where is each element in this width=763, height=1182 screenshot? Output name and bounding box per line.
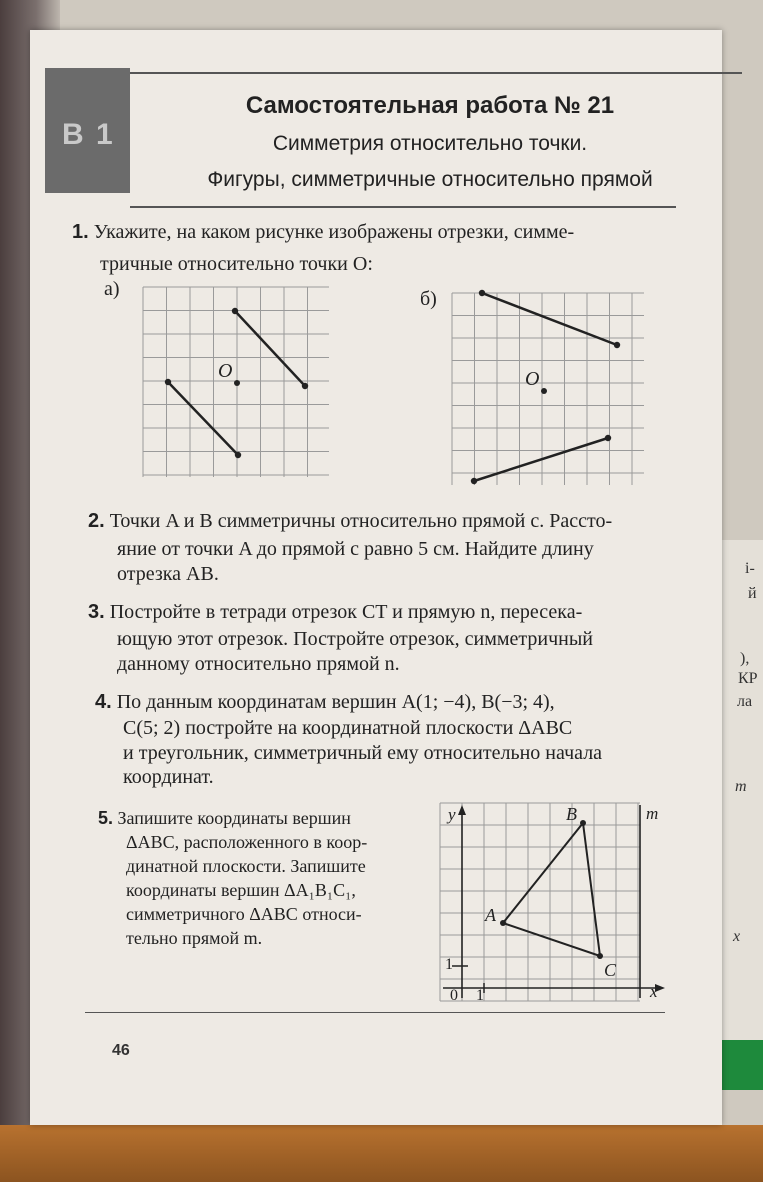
origin-label: 0	[450, 987, 458, 1004]
figure-a-grid	[143, 287, 329, 477]
task-5-line-3: динатной плоскости. Запишите	[126, 856, 366, 876]
edge-text: x	[733, 928, 741, 945]
figure-a-label: а)	[104, 278, 120, 300]
header-rule-bottom	[130, 206, 676, 208]
edge-text: й	[748, 585, 757, 602]
task-5-line-2: ΔABC, расположенного в коор-	[126, 832, 368, 852]
task-1	[72, 218, 574, 246]
page-number: 46	[112, 1042, 130, 1059]
edge-text: m	[735, 778, 747, 795]
desk-surface	[0, 1125, 763, 1182]
vertex-a-label: A	[485, 905, 496, 925]
figure-b-grid	[452, 293, 644, 485]
task-number: 1.	[72, 221, 89, 243]
variant-label: В 1	[62, 118, 115, 151]
task-number: 2.	[88, 510, 105, 532]
task-number: 4.	[95, 691, 112, 713]
tick-x-1-label: 1	[476, 987, 484, 1004]
task-text: По данным координатам вершин A(1; −4), B(−3; 4),	[116, 691, 555, 713]
task-number: 5.	[98, 808, 114, 828]
task-4-line-4: координат.	[123, 766, 214, 788]
task-2	[88, 507, 612, 535]
vertex-b-label: B	[566, 804, 577, 824]
edge-text: ),	[740, 650, 750, 667]
task-text: Точки A и B симметричны относительно прямой c. Рассто-	[109, 510, 613, 532]
variant-badge	[45, 68, 130, 193]
page-title: Самостоятельная работа № 21	[245, 92, 615, 119]
task-3	[88, 598, 582, 626]
task-text: Укажите, на каком рисунке изображены отрезки, симме-	[93, 221, 575, 243]
tick-y-1-label: 1	[445, 956, 453, 973]
task-4	[95, 688, 555, 716]
center-o-label-a: O	[218, 360, 233, 382]
task-text: Постройте в тетради отрезок CT и прямую n, пересека-	[109, 601, 583, 623]
figure-b-label: б)	[420, 288, 437, 310]
edge-text: КР	[738, 670, 758, 687]
task-2-line-2: яние от точки A до прямой c равно 5 см. Найдите длину	[117, 538, 594, 560]
center-o-label-b: O	[525, 368, 540, 390]
bookmark-tab	[722, 1040, 763, 1090]
vertex-c-label: C	[604, 960, 617, 980]
page-subtitle-1: Симметрия относительно точки.	[272, 132, 588, 155]
y-axis-label: y	[448, 805, 456, 824]
task-text: Запишите координаты вершин	[117, 808, 351, 828]
x-axis-label: x	[650, 982, 658, 1001]
task-4-line-2: C(5; 2) постройте на координатной плоскости ΔABC	[123, 717, 573, 739]
task-3-line-3: данному относительно прямой n.	[117, 653, 400, 675]
task-3-line-2: ющую этот отрезок. Постройте отрезок, симметричный	[117, 628, 593, 650]
page-subtitle-2: Фигуры, симметричные относительно прямой	[207, 168, 653, 191]
line-m-label: m	[646, 804, 659, 823]
adjacent-page	[718, 540, 763, 1080]
edge-text: ла	[737, 693, 753, 710]
task-5-line-4: координаты вершин ΔA₁B₁C₁,	[126, 880, 356, 900]
task-number: 3.	[88, 601, 105, 623]
task-1-line-2: тричные относительно точки O:	[100, 253, 373, 275]
task-4-line-3: и треугольник, симметричный ему относительно начала	[123, 742, 603, 764]
task-5-line-6: тельно прямой m.	[126, 928, 263, 948]
task-5	[98, 805, 351, 831]
task-5-line-5: симметричного ΔABC относи-	[126, 904, 362, 924]
header-rule-top	[130, 72, 742, 74]
footer-rule	[85, 1012, 665, 1013]
task-2-line-3: отрезка AB.	[117, 563, 219, 585]
coordinate-graph	[440, 803, 665, 1013]
edge-text: і-	[745, 560, 755, 577]
